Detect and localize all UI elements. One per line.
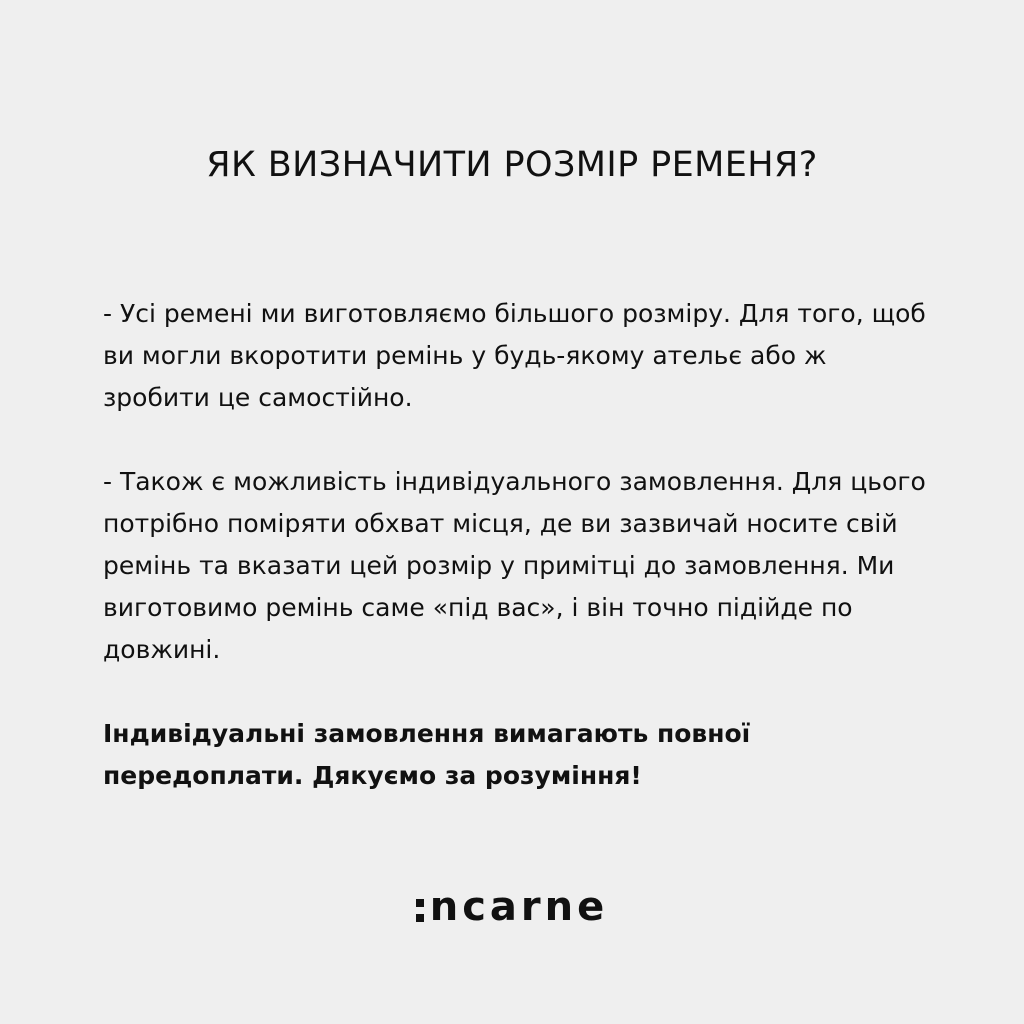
body-text <box>103 293 933 797</box>
paragraph-custom-order: - Також є можливість індивідуального замовлення. Для цього потрібно поміряти обхват місця, де ви зазвичай носите свій ремінь та вказати цей розмір у примітці до замовлення. Ми виготовимо ремінь саме «під вас», і він точно підійде по довжині. <box>103 467 926 664</box>
paragraph-belt-size: - Усі ремені ми виготовляємо більшого розміру. Для того, щоб ви могли вкоротити ремінь у будь-якому ательє або ж зробити це самостійно. <box>103 299 926 412</box>
prepayment-note: Індивідуальні замовлення вимагають повної передоплати. Дякуємо за розуміння! <box>103 719 751 790</box>
brand-logo <box>0 884 1024 930</box>
page-title: ЯК ВИЗНАЧИТИ РОЗМІР РЕМЕНЯ? <box>206 145 818 185</box>
logo-text: ncarne <box>429 884 609 930</box>
logo-colon-mark <box>416 892 424 926</box>
